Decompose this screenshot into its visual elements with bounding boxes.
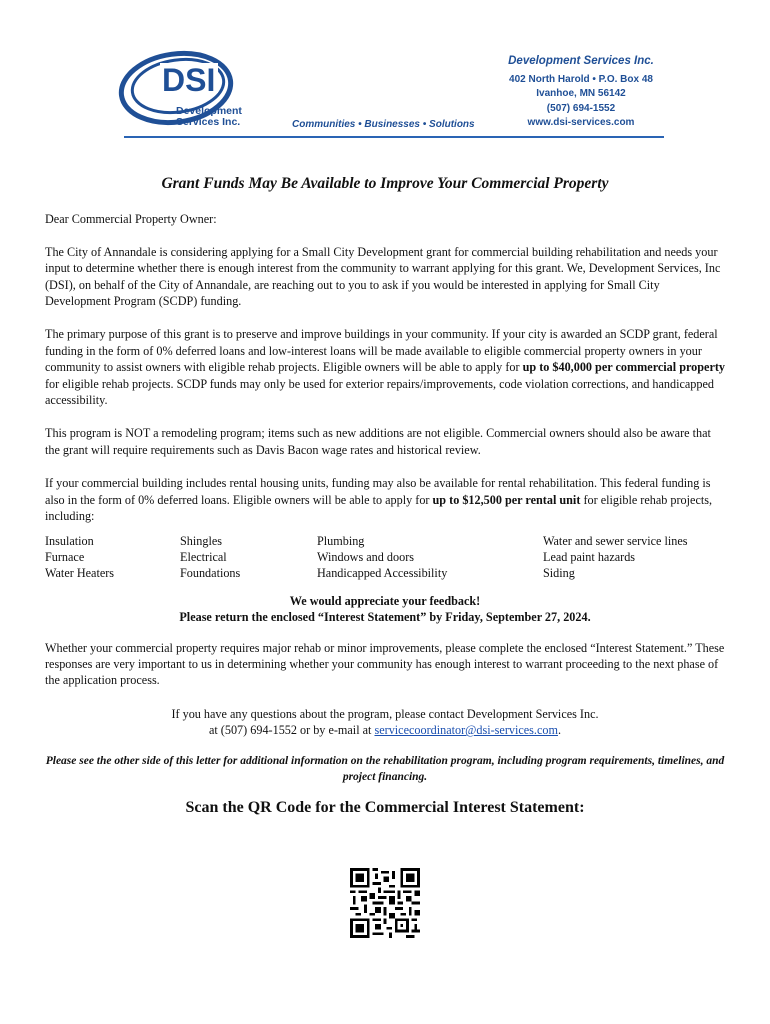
eligible-items-column (317, 533, 543, 582)
list-item: Shingles (180, 533, 222, 548)
list-item: Windows and doors (317, 549, 414, 564)
logo-wordmark: DSI (162, 62, 216, 98)
company-phone: (507) 694-1552 (546, 102, 616, 114)
email-link[interactable]: servicecoordinator@dsi-services.com (374, 723, 558, 738)
letter-title: Grant Funds May Be Available to Improve Your Commercial Property (161, 175, 609, 192)
company-name: Development Services Inc. (508, 55, 654, 67)
eligible-items-list (45, 533, 725, 582)
eligible-items-column (180, 533, 317, 582)
greeting: Dear Commercial Property Owner: (45, 212, 217, 227)
eligible-items-column (543, 533, 725, 582)
eligible-items-column (45, 533, 180, 582)
feedback-request: We would appreciate your feedback! Please return the enclosed “Interest Statement” by Friday, September 27, 2024. (45, 593, 725, 626)
list-item: Foundations (180, 566, 241, 581)
qr-heading: Scan the QR Code for the Commercial Interest Statement: (185, 799, 585, 817)
qr-code[interactable] (350, 866, 420, 940)
tagline: Communities • Businesses • Solutions (292, 119, 475, 130)
rental-amount: up to $12,500 per rental unit (432, 492, 581, 507)
other-side-note: Please see the other side of this letter for additional information on the rehabilitation program, including program requirements, timelines, and project financing. (45, 754, 725, 783)
company-contact-block (496, 54, 666, 131)
list-item: Lead paint hazards (543, 549, 636, 564)
logo-subtitle: Development Services Inc. (176, 105, 242, 128)
commercial-amount: up to $40,000 per commercial property (522, 360, 726, 375)
list-item: Furnace (45, 549, 85, 564)
company-address: 402 North Harold • P.O. Box 48 (509, 73, 653, 85)
paragraph-intro: The City of Annandale is considering applying for a Small City Development grant for commercial building rehabilitation and needs your input to determine whether there is enough interest from the community to warrant applying for this grant. We, Development Services, Inc (DSI), on behalf of the City of Annandale, are reaching out to you to ask if you would be interested in applying for Small City Development Program (SCDP) funding. (45, 244, 721, 309)
list-item: Siding (543, 566, 575, 581)
list-item: Water Heaters (45, 566, 115, 581)
company-website[interactable]: www.dsi-services.com (527, 117, 635, 128)
letter-body (45, 176, 725, 817)
paragraph-rental: If your commercial building includes rental housing units, funding may also be available for rental rehabilitation. This federal funding is also in the form of 0% deferred loans. Eligible owners will be able to apply for up to $12,500 per rental unit for eligible rehab projects, including: (45, 476, 713, 524)
list-item: Handicapped Accessibility (317, 566, 448, 581)
company-city: Ivanhoe, MN 56142 (536, 88, 626, 99)
paragraph-interest-statement: Whether your commercial property requires major rehab or minor improvements, please complete the enclosed “Interest Statement.” These responses are very important to us in determining whether your community has enough interest to warrant proceeding to the next phase of the application process. (45, 640, 725, 688)
paragraph-purpose: The primary purpose of this grant is to preserve and improve buildings in your community. If your city is awarded an SCDP grant, federal funding in the form of 0% deferred loans and low-interest loans will be made available to eligible commercial property owners in your community to assist owners with eligible rehab projects. Eligible owners will be able to apply for up to $40,000 per commercial property for eligible rehab projects. SCDP funds may only be used for exterior repairs/improvements, code violation corrections, and handicapped accessibility. (45, 327, 726, 408)
list-item: Electrical (180, 549, 227, 564)
paragraph-not-remodeling: This program is NOT a remodeling program; items such as new additions are not eligible. Commercial owners should also be aware that the grant will require requirements such as Davis Bacon wage rates and historical review. (45, 426, 711, 457)
header-divider (124, 136, 664, 138)
contact-paragraph: If you have any questions about the program, please contact Development Services Inc. at (507) 694-1552 or by e-mail at servicecoordinator@dsi-services.com. (171, 706, 599, 738)
list-item: Water and sewer service lines (543, 533, 688, 548)
list-item: Insulation (45, 533, 94, 548)
return-deadline: Please return the enclosed “Interest Statement” by Friday, September 27, 2024. (179, 610, 591, 625)
list-item: Plumbing (317, 533, 365, 548)
